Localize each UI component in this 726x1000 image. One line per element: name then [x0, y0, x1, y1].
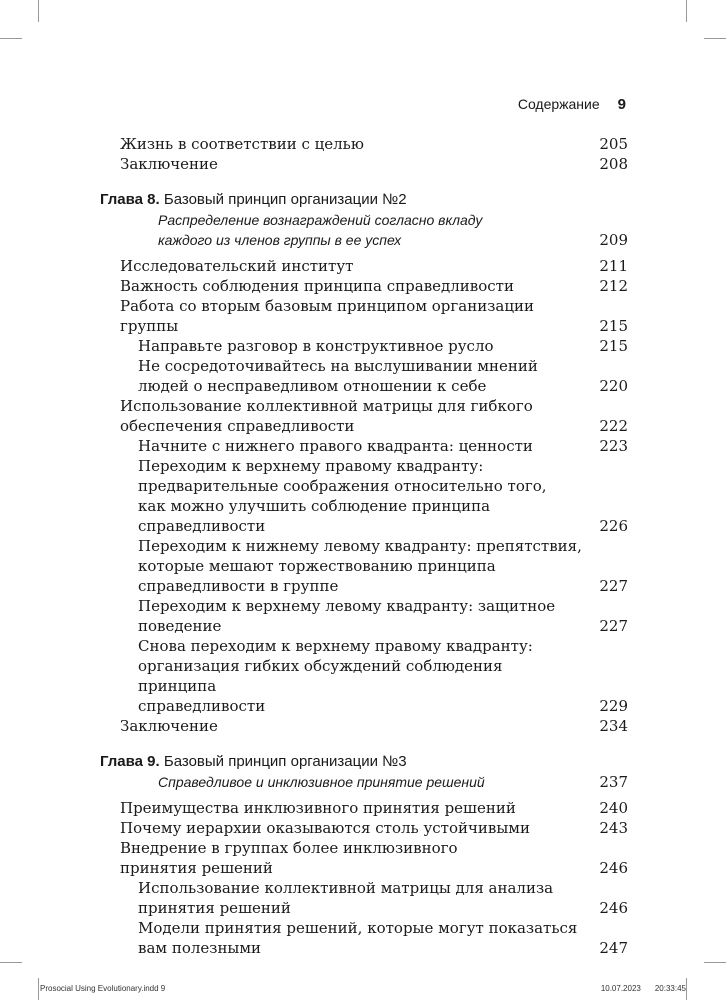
toc-entry[interactable]: Заключение 208 — [120, 155, 628, 173]
chapter-subtitle: Справедливое и инклюзивное принятие решений 237 — [158, 773, 628, 791]
crop-mark — [38, 978, 39, 1000]
toc-entry[interactable]: Работа со вторым базовым принципом организации группы 215 — [120, 297, 628, 335]
toc-page: 205 — [599, 135, 628, 153]
chapter-heading[interactable] — [100, 190, 628, 210]
toc-entry[interactable]: Почему иерархии оказываются столь устойчивыми 243 — [120, 819, 628, 837]
toc-entry[interactable]: Преимущества инклюзивного принятия решений 240 — [120, 799, 628, 817]
toc-entry[interactable]: Использование коллективной матрицы для анализа принятия решений 246 — [138, 879, 628, 917]
crop-mark — [0, 38, 22, 39]
toc-page: 237 — [599, 773, 628, 791]
toc-page: 222 — [599, 417, 628, 435]
chapter-label: Глава 8. — [100, 191, 160, 208]
toc-page: 246 — [599, 899, 628, 917]
toc-page: 227 — [599, 617, 628, 635]
chapter-label: Глава 9. — [100, 753, 160, 770]
running-header — [518, 96, 626, 113]
toc-page: 223 — [599, 437, 628, 455]
chapter-heading[interactable] — [100, 752, 628, 772]
chapter-title: Базовый принцип организации №2 — [163, 191, 407, 208]
toc-page: 234 — [599, 717, 628, 735]
toc-page: 243 — [599, 819, 628, 837]
footer-file: Prosocial Using Evolutionary.indd 9 — [40, 984, 166, 993]
toc-page: 215 — [599, 317, 628, 335]
toc-entry[interactable]: Внедрение в группах более инклюзивного принятия решений 246 — [120, 839, 628, 877]
toc-page: 246 — [599, 859, 628, 877]
toc-entry[interactable]: Использование коллективной матрицы для гибкого обеспечения справедливости 222 — [120, 397, 628, 435]
toc-page: 220 — [599, 377, 628, 395]
toc-page: 211 — [599, 257, 628, 275]
toc-page: 226 — [599, 517, 628, 535]
crop-mark — [686, 0, 687, 22]
section-title: Содержание — [517, 96, 600, 112]
footer-date: 10.07.2023 — [600, 984, 641, 993]
toc-page: 215 — [599, 337, 628, 355]
footer-time: 20:33:45 — [654, 984, 686, 993]
toc-page: 247 — [599, 939, 628, 957]
page-number: 9 — [617, 96, 626, 113]
toc-page: 208 — [599, 155, 628, 173]
toc-page: 229 — [599, 697, 628, 715]
toc-entry[interactable]: Важность соблюдения принципа справедливости 212 — [120, 277, 628, 295]
chapter-title: Базовый принцип организации №3 — [163, 753, 407, 770]
crop-mark — [686, 978, 687, 1000]
crop-mark — [38, 0, 39, 22]
toc-entry[interactable]: Переходим к верхнему правому квадранту: предварительные соображения относительно того, как можно улучшить соблюдение принципа справедливости 226 — [138, 457, 628, 535]
toc-entry[interactable]: Начните с нижнего правого квадранта: ценности 223 — [138, 437, 628, 455]
crop-mark — [0, 962, 22, 963]
toc-entry[interactable]: Заключение 234 — [120, 717, 628, 735]
toc-entry[interactable]: Переходим к нижнему левому квадранту: препятствия, которые мешают торжествованию принципа справедливости в группе 227 — [138, 537, 628, 595]
toc-page: 240 — [599, 799, 628, 817]
toc-page: 209 — [599, 231, 628, 249]
chapter-subtitle: Распределение вознаграждений согласно вкладу каждого из членов группы в ее успех 209 — [158, 212, 628, 249]
toc-entry[interactable]: Модели принятия решений, которые могут показаться вам полезными 247 — [138, 919, 628, 957]
crop-mark — [704, 962, 726, 963]
toc-page: 212 — [599, 277, 628, 295]
toc-entry[interactable]: Снова переходим к верхнему правому квадранту: организация гибких обсуждений соблюдения принципа справедливости 229 — [138, 637, 628, 715]
toc — [100, 134, 628, 958]
toc-entry[interactable]: Переходим к верхнему левому квадранту: защитное поведение 227 — [138, 597, 628, 635]
toc-entry[interactable]: Исследовательский институт 211 — [120, 257, 628, 275]
toc-entry[interactable]: Не сосредоточивайтесь на выслушивании мнений людей о несправедливом отношении к себе 220 — [138, 357, 628, 395]
toc-entry[interactable]: Жизнь в соответствии с целью 205 — [120, 135, 628, 153]
crop-mark — [704, 38, 726, 39]
toc-page: 227 — [599, 577, 628, 595]
toc-entry[interactable]: Направьте разговор в конструктивное русло 215 — [138, 337, 628, 355]
